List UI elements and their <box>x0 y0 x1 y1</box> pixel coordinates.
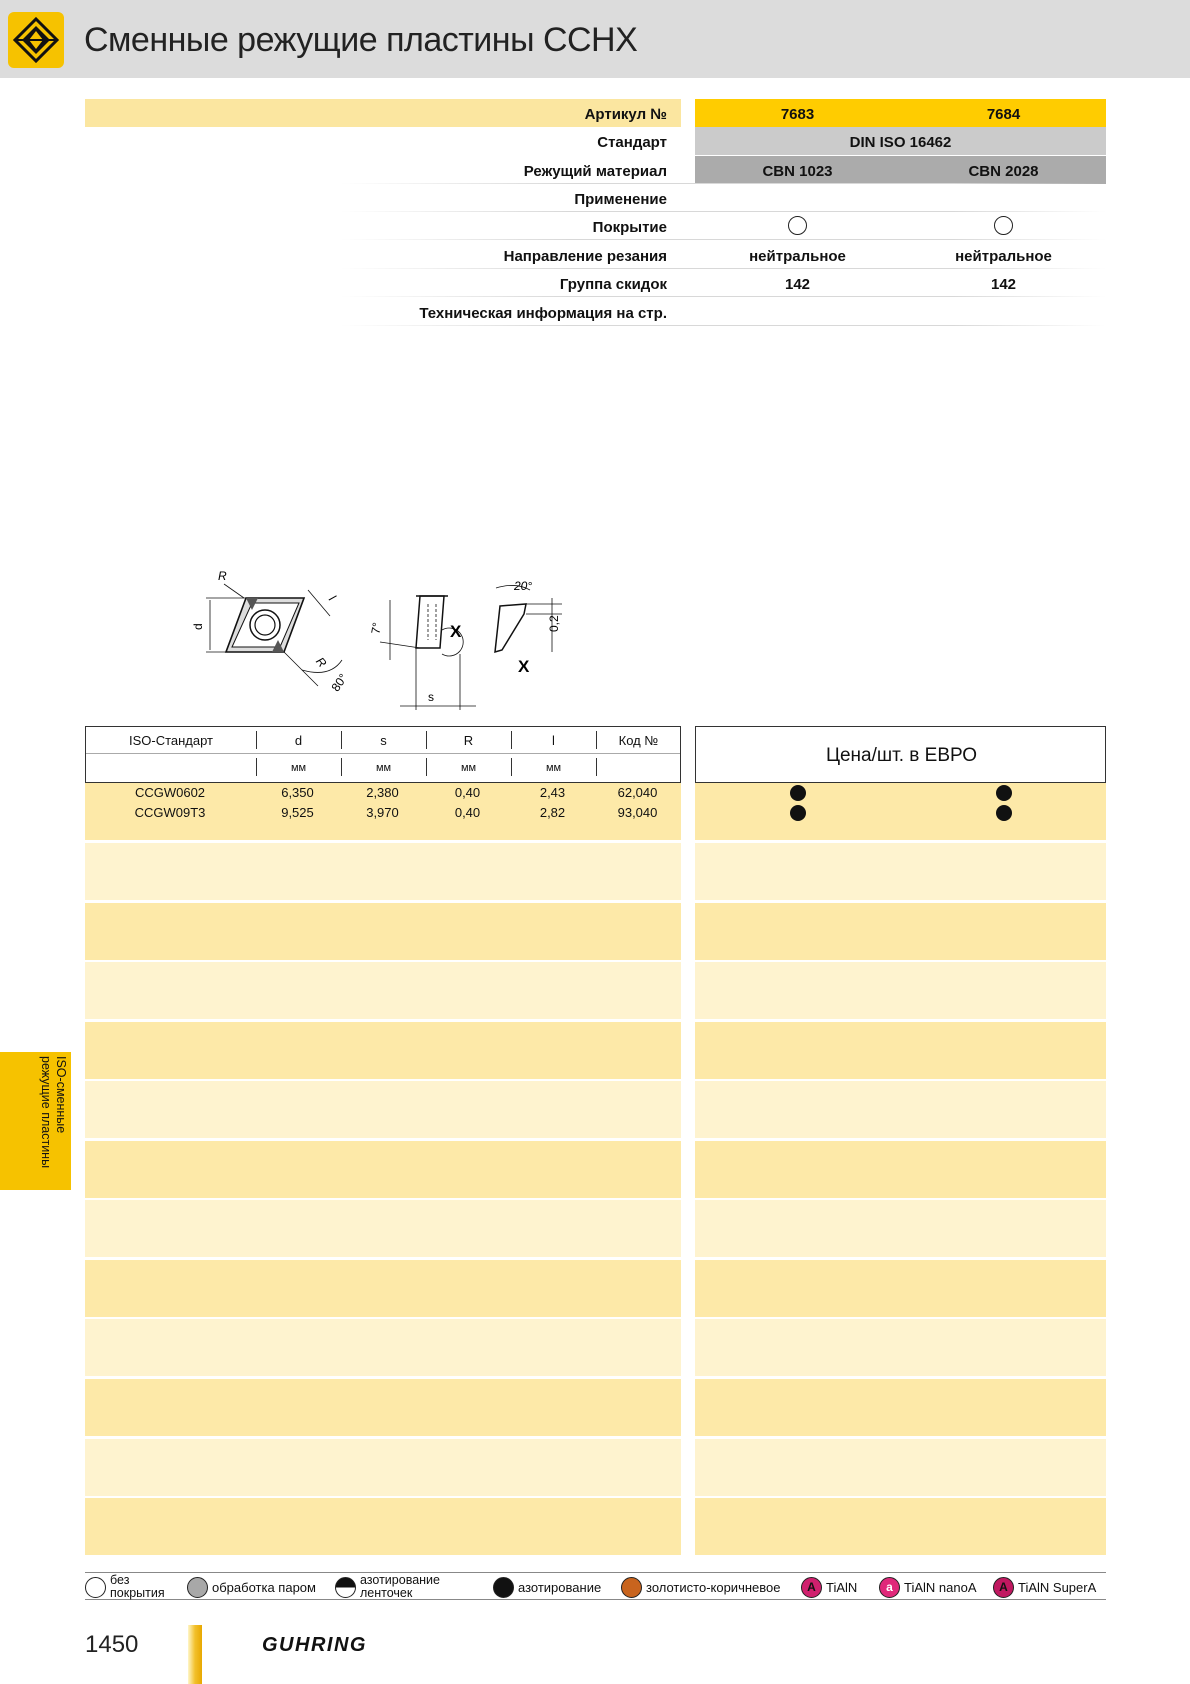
drawing-label-s: s <box>428 690 434 704</box>
col-header-d: d <box>294 733 303 748</box>
standard-value: DIN ISO 16462 <box>849 134 952 151</box>
drawing-label-80deg: 80° <box>328 671 351 695</box>
coating-cell-2 <box>901 219 1106 239</box>
article-7684: 7684 <box>986 106 1021 123</box>
price-row <box>695 1498 1106 1555</box>
uncoated-circle-icon <box>994 216 1013 235</box>
price-row <box>695 1260 1106 1317</box>
spec-label-standard: Стандарт <box>597 134 667 151</box>
steam-treated-circle-icon <box>187 1577 208 1598</box>
col-divider <box>596 758 597 776</box>
drawing-label-x-detail: X <box>518 657 530 676</box>
spec-row-material <box>0 156 1190 184</box>
table-row <box>85 1379 681 1436</box>
availability-dot <box>790 805 806 821</box>
iso-table-header <box>85 726 681 783</box>
col-divider <box>426 731 427 749</box>
discount-1: 142 <box>784 276 811 293</box>
table-row <box>85 1022 681 1079</box>
table-row <box>85 903 681 960</box>
tialn-circle-icon: A <box>801 1577 822 1598</box>
unit-s: мм <box>375 762 392 774</box>
availability-dot <box>790 785 806 801</box>
price-row <box>695 1200 1106 1257</box>
col-header-s: s <box>380 733 387 748</box>
col-header-code: Код № <box>618 733 659 748</box>
col-divider <box>341 758 342 776</box>
cell-l: 2,43 <box>539 785 566 800</box>
cell-d: 9,525 <box>281 805 314 820</box>
row-divider <box>340 325 1106 326</box>
spec-row-application <box>0 184 1190 212</box>
side-tab-label <box>38 1056 68 1186</box>
spec-row-discount <box>0 269 1190 297</box>
price-row <box>695 783 1106 840</box>
spec-row-coating <box>0 212 1190 240</box>
col-divider <box>256 731 257 749</box>
table-row <box>85 1081 681 1138</box>
price-row <box>695 1081 1106 1138</box>
drawing-label-r-top: R <box>218 569 227 583</box>
cell-s: 3,970 <box>366 805 399 820</box>
col-header-l: l <box>552 733 555 748</box>
row-divider <box>340 239 1106 240</box>
chamfer-nitriding-circle-icon <box>335 1577 356 1598</box>
header-divider <box>86 753 680 754</box>
cell-iso: CCGW09T3 <box>134 805 206 820</box>
legend-item-steam <box>187 1573 316 1601</box>
footer-accent-stripe <box>188 1625 202 1684</box>
discount-2: 142 <box>990 276 1017 293</box>
price-row <box>695 1439 1106 1496</box>
cell-r: 0,40 <box>454 805 481 820</box>
uncoated-circle-icon <box>85 1577 106 1598</box>
drawing-label-x-side: X <box>450 622 462 641</box>
price-row <box>695 1379 1106 1436</box>
legend-item-nitrided <box>493 1573 601 1601</box>
price-row <box>695 962 1106 1019</box>
legend-item-tialn-supera <box>993 1573 1096 1601</box>
direction-2: нейтральное <box>955 248 1052 265</box>
side-tab-line: режущие пластины <box>39 1056 53 1169</box>
page-number: 1450 <box>85 1631 139 1658</box>
cell-d: 6,350 <box>281 785 314 800</box>
legend-text: покрытия <box>110 1586 165 1600</box>
legend-item-gold-brown <box>621 1573 780 1601</box>
spec-label-direction: Направление резания <box>503 248 667 265</box>
col-divider <box>341 731 342 749</box>
price-table-header <box>695 726 1106 783</box>
table-row <box>85 962 681 1019</box>
legend-text: золотисто-коричневое <box>646 1579 781 1595</box>
legend-text: обработка паром <box>212 1579 316 1595</box>
material-cbn-2028: CBN 2028 <box>968 163 1039 180</box>
drawing-label-r-bottom: R <box>313 654 330 671</box>
unit-d: мм <box>290 762 307 774</box>
availability-dot <box>996 805 1012 821</box>
legend-text: азотирование <box>518 1579 602 1595</box>
unit-r: мм <box>460 762 477 774</box>
spec-row-article <box>0 99 1190 127</box>
col-divider <box>596 731 597 749</box>
price-row <box>695 843 1106 900</box>
availability-dot <box>996 785 1012 801</box>
legend-item-uncoated <box>85 1573 165 1601</box>
spec-row-direction <box>0 241 1190 269</box>
coating-cell-1 <box>695 219 900 239</box>
cell-code: 93,040 <box>617 805 658 820</box>
price-header-label: Цена/шт. в ЕВРО <box>825 745 978 766</box>
cell-l: 2,82 <box>539 805 566 820</box>
col-divider <box>426 758 427 776</box>
drawing-label-0-2: 0,2 <box>547 615 561 632</box>
spec-label-article: Артикул № <box>584 106 667 123</box>
spec-label-techinfo: Техническая информация на стр. <box>419 305 667 322</box>
table-row <box>85 843 681 900</box>
brand-logo: GUHRING <box>262 1634 367 1656</box>
cell-r: 0,40 <box>454 785 481 800</box>
spec-label-coating: Покрытие <box>592 219 667 236</box>
table-row <box>85 1200 681 1257</box>
legend-item-tialn-nanoa <box>879 1573 977 1601</box>
col-divider <box>511 758 512 776</box>
material-cbn-1023: CBN 1023 <box>762 163 833 180</box>
price-row <box>695 1022 1106 1079</box>
table-row <box>85 1498 681 1555</box>
legend-text: TiAlN SuperA <box>1018 1579 1097 1595</box>
drawing-label-20deg: 20° <box>514 579 533 593</box>
legend-text: без <box>110 1573 130 1587</box>
drawing-label-l: l <box>326 592 339 604</box>
col-header-iso: ISO-Стандарт <box>128 733 214 748</box>
drawing-label-7deg: 7° <box>368 621 385 636</box>
spec-row-standard <box>0 127 1190 155</box>
direction-1: нейтральное <box>749 248 846 265</box>
table-row <box>85 1260 681 1317</box>
gold-brown-circle-icon <box>621 1577 642 1598</box>
col-divider <box>256 758 257 776</box>
header-bar <box>0 0 1190 78</box>
article-7683: 7683 <box>780 106 815 123</box>
col-header-r: R <box>463 733 474 748</box>
tialn-supera-circle-icon: A <box>993 1577 1014 1598</box>
legend-text: TiAlN <box>826 1579 858 1595</box>
price-row <box>695 1319 1106 1376</box>
spec-label-material: Режущий материал <box>523 163 667 180</box>
table-row <box>85 1439 681 1496</box>
legend-text: азотирование <box>360 1573 440 1587</box>
insert-technical-drawing <box>180 560 600 720</box>
row-divider <box>340 296 1106 297</box>
page-title: Сменные режущие пластины CCHX <box>84 21 638 59</box>
guhring-logo-icon <box>8 12 64 68</box>
cell-iso: CCGW0602 <box>134 785 206 800</box>
side-tab-line: ISO-сменные <box>54 1056 68 1134</box>
cell-code: 62,040 <box>617 785 658 800</box>
legend-text: ленточек <box>360 1586 413 1600</box>
price-row <box>695 903 1106 960</box>
col-divider <box>511 731 512 749</box>
price-row <box>695 1141 1106 1198</box>
spec-row-techinfo <box>0 298 1190 326</box>
unit-l: мм <box>545 762 562 774</box>
coating-legend <box>85 1572 1106 1600</box>
nitrided-circle-icon <box>493 1577 514 1598</box>
section-side-tab[interactable] <box>0 1052 71 1190</box>
legend-item-tialn <box>801 1573 857 1601</box>
table-row <box>85 1141 681 1198</box>
legend-item-chamfer-nitriding <box>335 1573 440 1601</box>
spec-label-application: Применение <box>574 191 667 208</box>
spec-label-discount: Группа скидок <box>559 276 667 293</box>
tialn-nanoa-circle-icon: a <box>879 1577 900 1598</box>
cell-s: 2,380 <box>366 785 399 800</box>
legend-text: TiAlN nanoA <box>904 1579 977 1595</box>
uncoated-circle-icon <box>788 216 807 235</box>
table-row <box>85 1319 681 1376</box>
drawing-label-d: d <box>191 623 205 630</box>
